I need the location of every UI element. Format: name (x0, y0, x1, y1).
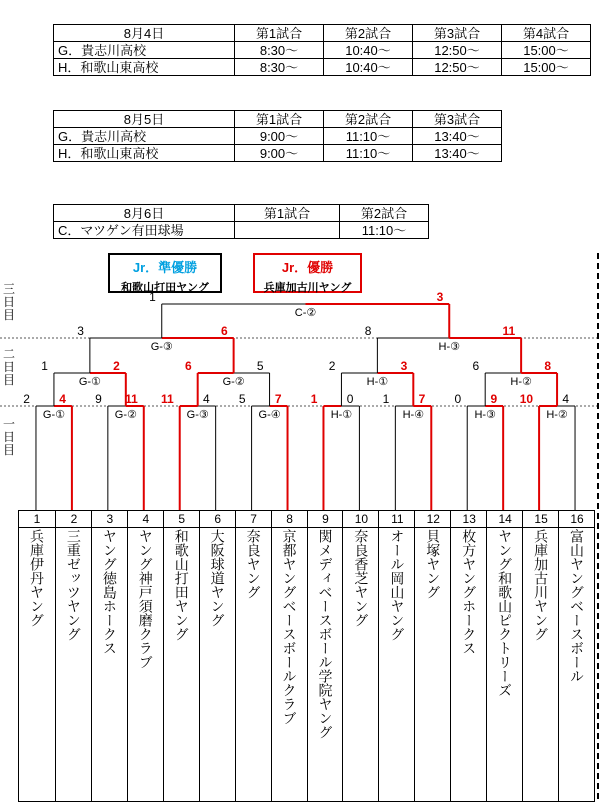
day-label-1: 一日目 (2, 417, 15, 457)
day-label-2: 二日目 (2, 347, 15, 387)
match-label: G-① (42, 409, 65, 421)
venue-cell: G．貴志川高校 (54, 128, 235, 145)
team-column (163, 511, 200, 801)
team-number: 7 (236, 511, 272, 528)
team-name: 奈良香芝ヤング (353, 529, 370, 627)
team-column (127, 511, 164, 801)
date-cell: 8月5日 (54, 111, 235, 128)
time-cell: 12:50～ (413, 59, 502, 76)
team-name: 京都ヤングベースボールクラブ (281, 529, 298, 725)
team-column (235, 511, 272, 801)
match-label: G-③ (186, 409, 209, 421)
time-cell: 15:00～ (502, 59, 591, 76)
score-left: 1 (41, 359, 48, 373)
time-cell: 8:30～ (235, 59, 324, 76)
match-label: C-② (294, 307, 317, 319)
team-name: ヤング和歌山ピクトリーズ (497, 529, 514, 697)
score-left: 0 (454, 392, 462, 406)
team-name: ヤング徳島ホークス (101, 529, 118, 655)
match-label: G-① (78, 376, 101, 388)
score-right: 4 (562, 392, 570, 406)
score-right: 4 (202, 392, 210, 406)
time-cell: 9:00～ (235, 145, 324, 162)
team-name: 兵庫加古川ヤング (533, 529, 550, 641)
runnerup-team: 和歌山打田ヤング (121, 282, 209, 294)
match-label: H-① (330, 409, 353, 421)
game-header: 第1試合 (235, 25, 324, 42)
match-label: H-③ (438, 341, 460, 353)
match-label: H-② (546, 409, 568, 421)
match-label: G-④ (258, 409, 281, 421)
time-cell: 12:50～ (413, 42, 502, 59)
score-left: 8 (364, 324, 372, 338)
day-label-3: 三日目 (2, 282, 15, 322)
team-name: 貝塚ヤング (425, 529, 442, 599)
team-number: 9 (308, 511, 344, 528)
match-label: G-② (222, 376, 245, 388)
game-header: 第2試合 (324, 25, 413, 42)
time-cell: 13:40～ (413, 145, 502, 162)
score-left: 1 (310, 392, 318, 406)
time-cell: 10:40～ (324, 42, 413, 59)
team-name: オール岡山ヤング (389, 529, 406, 641)
champion-title: Jr．優勝 (281, 260, 334, 275)
team-column (342, 511, 379, 801)
team-name: 兵庫伊丹ヤング (28, 529, 45, 627)
game-header: 第3試合 (413, 111, 502, 128)
score-left: 2 (23, 392, 30, 406)
match-label: H-④ (402, 409, 425, 421)
team-number: 3 (92, 511, 128, 528)
team-number: 11 (379, 511, 415, 528)
team-name: ヤング神戸須磨クラブ (137, 529, 154, 669)
team-number: 10 (343, 511, 379, 528)
score-left: 3 (77, 324, 84, 338)
time-cell: 10:40～ (324, 59, 413, 76)
team-column (271, 511, 308, 801)
date-cell: 8月4日 (54, 25, 235, 42)
team-column (522, 511, 559, 801)
score-right: 0 (346, 392, 354, 406)
team-number: 15 (523, 511, 559, 528)
team-column (55, 511, 92, 801)
champion-team: 兵庫加古川ヤング (263, 282, 352, 294)
score-right: 8 (544, 359, 552, 373)
team-name: 枚方ヤングホークス (461, 529, 478, 655)
score-right: 11 (125, 392, 138, 406)
score-left: 10 (519, 392, 534, 406)
score-left: 2 (328, 359, 336, 373)
score-right: 5 (256, 359, 264, 373)
team-column (19, 511, 55, 801)
score-right: 11 (502, 324, 516, 338)
match-label: G-③ (150, 341, 173, 353)
team-column (199, 511, 236, 801)
team-number: 4 (128, 511, 164, 528)
team-name: 奈良ヤング (245, 529, 262, 599)
team-column (450, 511, 487, 801)
score-right: 3 (436, 290, 444, 304)
game-header: 第1試合 (235, 205, 340, 222)
time-cell: 15:00～ (502, 42, 591, 59)
team-name: 関メディベースボール学院ヤング (317, 529, 334, 739)
score-right: 4 (59, 392, 66, 406)
venue-cell: H．和歌山東高校 (54, 59, 235, 76)
score-right: 9 (490, 392, 498, 406)
team-column (307, 511, 344, 801)
time-cell: 9:00～ (235, 128, 324, 145)
team-number: 12 (415, 511, 451, 528)
team-column (378, 511, 415, 801)
game-header: 第3試合 (413, 25, 502, 42)
team-number: 8 (272, 511, 308, 528)
team-name: 富山ヤングベースボール (569, 529, 586, 683)
team-name: 大阪球道ヤング (209, 529, 226, 627)
time-cell: 11:10～ (324, 128, 413, 145)
team-number: 6 (200, 511, 236, 528)
game-header: 第1試合 (235, 111, 324, 128)
team-table (18, 510, 595, 802)
date-cell: 8月6日 (54, 205, 235, 222)
score-left: 1 (149, 290, 156, 304)
team-number: 2 (56, 511, 92, 528)
time-cell: 11:10～ (324, 145, 413, 162)
time-cell: 13:40～ (413, 128, 502, 145)
score-left: 5 (238, 392, 246, 406)
score-left: 6 (472, 359, 480, 373)
team-column (486, 511, 523, 801)
match-label: H-① (366, 376, 389, 388)
venue-cell: H．和歌山東高校 (54, 145, 235, 162)
match-label: H-③ (474, 409, 496, 421)
score-left: 9 (95, 392, 102, 406)
time-cell: 8:30～ (235, 42, 324, 59)
game-header: 第2試合 (340, 205, 429, 222)
game-header: 第4試合 (502, 25, 591, 42)
team-name: 和歌山打田ヤング (173, 529, 190, 641)
score-right: 6 (220, 324, 228, 338)
score-right: 2 (113, 359, 120, 373)
score-left: 6 (185, 359, 192, 373)
team-number: 1 (19, 511, 55, 528)
team-number: 5 (164, 511, 200, 528)
team-number: 13 (451, 511, 487, 528)
score-left: 11 (161, 392, 174, 406)
time-cell: 11:10～ (340, 222, 429, 239)
runnerup-title: Jr．準優勝 (132, 260, 198, 275)
team-name: 三重ゼッツヤング (65, 529, 82, 641)
team-number: 14 (487, 511, 523, 528)
venue-cell: G．貴志川高校 (54, 42, 235, 59)
score-right: 3 (400, 359, 408, 373)
match-label: H-② (510, 376, 532, 388)
team-column (414, 511, 451, 801)
venue-cell: C．マツゲン有田球場 (54, 222, 235, 239)
game-header: 第2試合 (324, 111, 413, 128)
team-column (91, 511, 128, 801)
team-number: 16 (559, 511, 595, 528)
score-right: 7 (274, 392, 282, 406)
score-left: 1 (382, 392, 390, 406)
match-label: G-② (114, 409, 137, 421)
team-column (558, 511, 595, 801)
score-right: 7 (418, 392, 426, 406)
